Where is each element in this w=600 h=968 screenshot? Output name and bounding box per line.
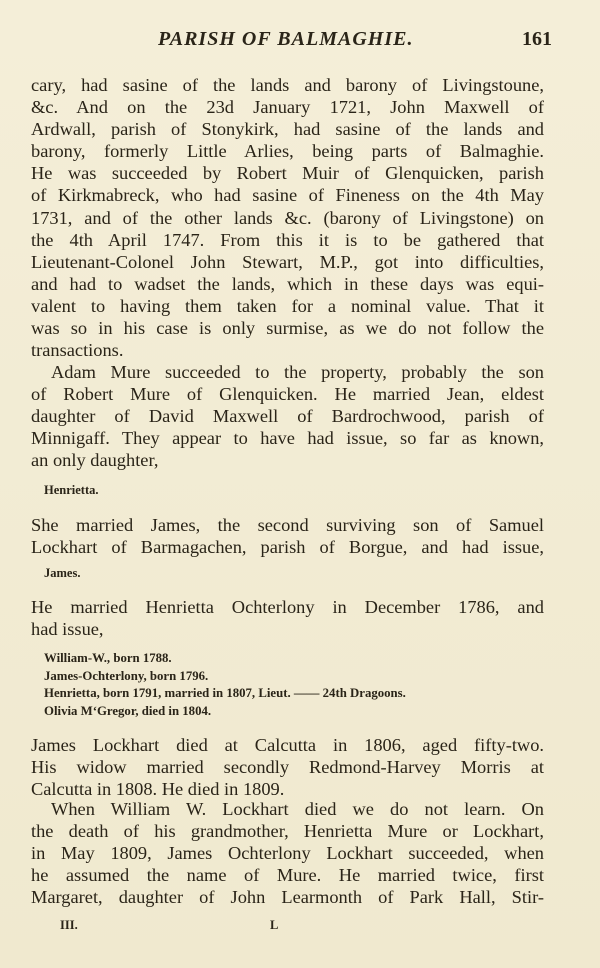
text-line: cary, had sasine of the lands and barony of Livingstoune, [31,75,544,95]
text-line: When William W. Lockhart died we do not learn. On [51,799,544,819]
signature-mark: III. [60,918,78,932]
paragraph-2 [31,361,544,471]
text-line: daughter of David Maxwell of Bardrochwood, parish of [31,406,544,427]
text-line: 1731, and of the other lands &c. (barony of Livingstone) on [31,207,544,228]
text-line: Ardwall, parish of Stonykirk, had sasine of the lands and [31,119,544,140]
text-line: valent to having them taken for a nominal value. That it [31,295,544,316]
text-line: the death of his grandmother, Henrietta Mure or Lockhart, [31,821,544,842]
text-line: His widow married secondly Redmond-Harvey Morris at [31,757,544,778]
gathering-mark: L [270,918,279,932]
paragraph-4 [31,596,544,640]
text-line: had issue, [31,619,104,640]
text-line: barony, formerly Little Arlies, being parts of Balmaghie. [31,141,544,162]
text-line: He was succeeded by Robert Muir of Glenquicken, parish [31,163,544,184]
genealogy-name-james: James. [44,566,81,580]
text-line: Calcutta in 1808. He died in 1809. [31,779,285,800]
text-line: Lockhart of Barmagachen, parish of Borgue, and had issue, [31,537,544,558]
text-line: in May 1809, James Ochterlony Lockhart succeeded, when [31,843,544,864]
text-line: Adam Mure succeeded to the property, probably the son [51,362,544,382]
list-item: James-Ochterlony, born 1796. [44,668,209,683]
paragraph-1 [31,74,544,361]
running-header [140,28,560,58]
text-line: was so in his case is only surmise, as we do not follow the [31,318,544,339]
text-line: an only daughter, [31,450,159,471]
page-footer [60,918,360,938]
text-line: Minnigaff. They appear to have had issue, so far as known, [31,428,544,449]
paragraph-5 [31,734,544,800]
text-line: of Robert Mure of Glenquicken. He married Jean, eldest [31,384,544,405]
text-line: transactions. [31,340,124,361]
text-line: She married James, the second surviving son of Samuel [31,515,544,535]
text-line: and had to wadset the lands, which in these days was equi- [31,273,544,294]
paragraph-3 [31,514,544,558]
children-list [44,650,524,720]
text-line: He married Henrietta Ochterlony in December 1786, and [31,597,544,617]
page-number: 161 [522,28,552,50]
list-item: Henrietta, born 1791, married in 1807, Lieut. —— 24th Dragoons. [44,686,406,701]
text-line: of Kirkmabreck, who had sasine of Fineness on the 4th May [31,185,544,206]
genealogy-name-henrietta: Henrietta. [44,483,99,497]
text-line: Margaret, daughter of John Learmonth of Park Hall, Stir- [31,887,544,908]
running-title: PARISH OF BALMAGHIE. [158,28,414,50]
text-line: he assumed the name of Mure. He married twice, first [31,865,544,886]
text-line: the 4th April 1747. From this it is to be gathered that [31,229,544,250]
text-line: &c. And on the 23d January 1721, John Maxwell of [31,97,544,118]
text-line: Lieutenant-Colonel John Stewart, M.P., got into difficulties, [31,251,544,272]
list-item: William-W., born 1788. [44,651,172,665]
list-item: Olivia M‘Gregor, died in 1804. [44,703,212,718]
text-line: James Lockhart died at Calcutta in 1806, aged fifty-two. [31,735,544,755]
paragraph-6 [31,798,544,908]
